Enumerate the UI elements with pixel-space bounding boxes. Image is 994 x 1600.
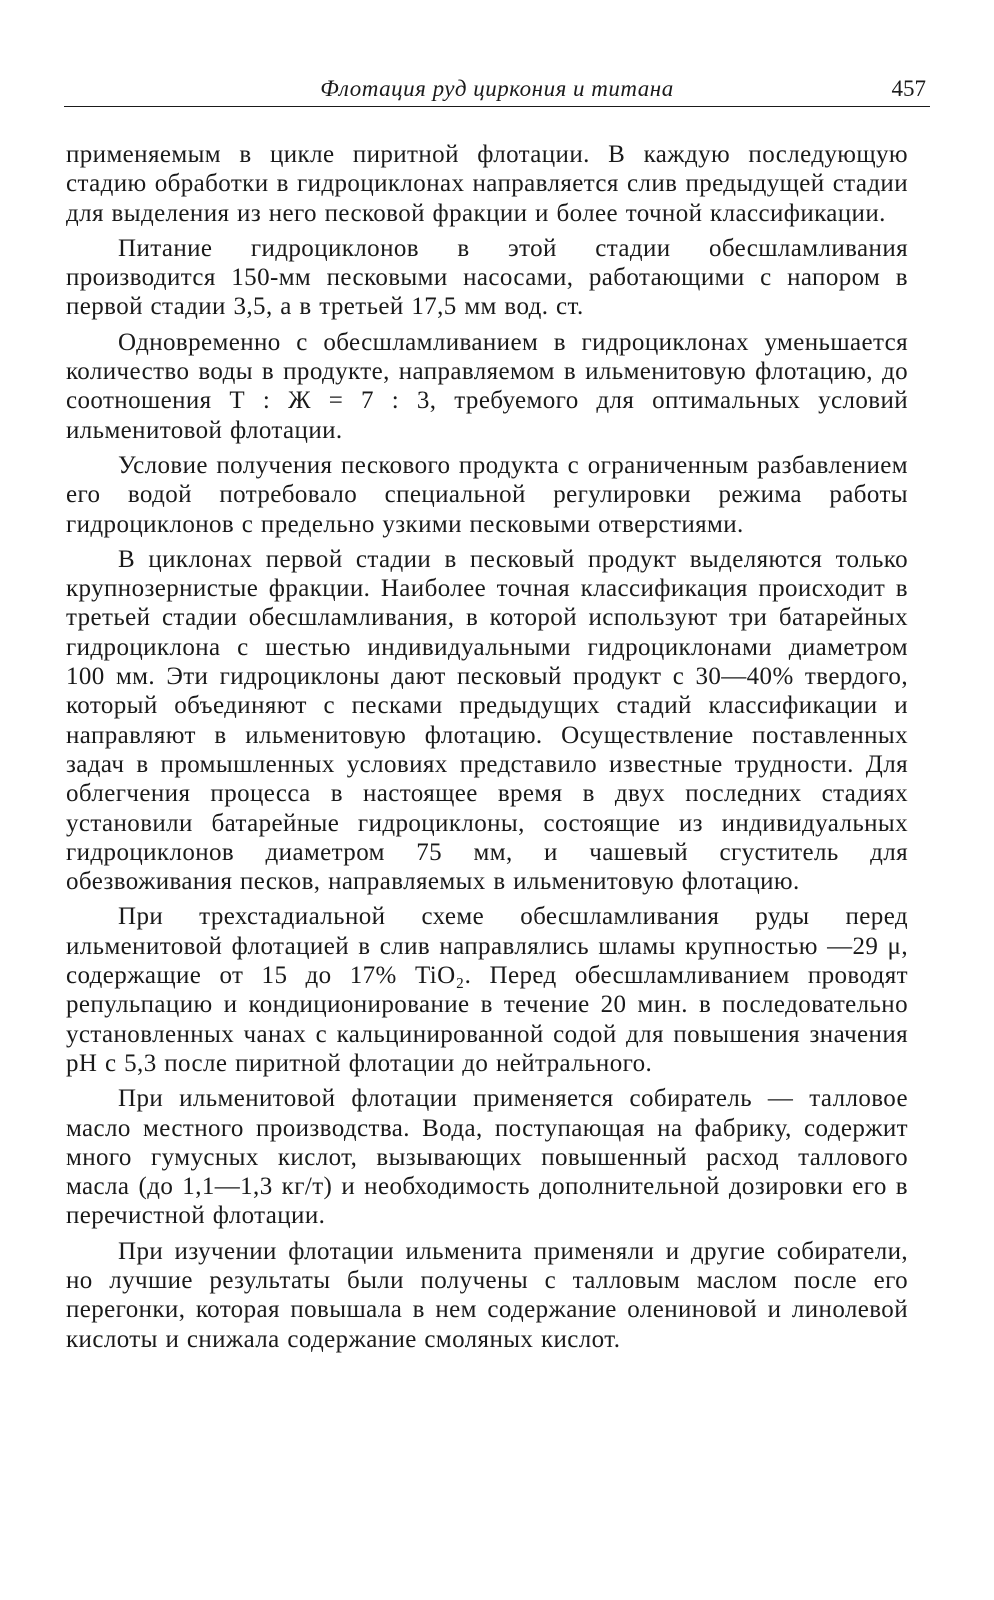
paragraph: Условие получения пескового продукта с ограниченным разбавлением его водой потребовало специальной регулировки режима работы гидроциклонов с предельно узкими песковыми отверстиями. bbox=[66, 451, 908, 538]
paragraph: При изучении флотации ильменита применяли и другие собиратели, но лучшие результаты были получены с талловым маслом после его перегонки, которая повышала в нем содержание олениновой и линолевой кислоты и снижала содержание смоляных кислот. bbox=[66, 1237, 908, 1353]
paragraph: В циклонах первой стадии в песковый продукт выделяются только крупнозернистые фракции. Наиболее точная классификация происходит в третьей стадии обесшламливания, в которой используют три батарейных гидроциклона с шестью индивидуальными гидроциклонами диаметром 100 мм. Эти гидроциклоны дают песковый продукт с 30—40% твердого, который объединяют с песками предыдущих стадий классификации и направляют в ильменитовую флотацию. Осуществление поставленных задач в промышленных условиях представило известные трудности. Для облегчения процесса в настоящее время в двух последних стадиях установили батарейные гидроциклоны, состоящие из индивидуальных гидроциклонов диаметром 75 мм, и чашевый сгуститель для обезвоживания песков, направляемых в ильменитовую флотацию. bbox=[66, 545, 908, 896]
paragraph: Питание гидроциклонов в этой стадии обесшламливания производится 150-мм песковыми насосами, работающими с напором в первой стадии 3,5, а в третьей 17,5 мм вод. ст. bbox=[66, 234, 908, 321]
paragraph: применяемым в цикле пиритной флотации. В каждую последующую стадию обработки в гидроциклонах направляется слив предыдущей стадии для выделения из него песковой фракции и более точной классификации. bbox=[66, 141, 908, 227]
running-title: Флотация руд циркония и титана bbox=[320, 76, 674, 101]
paragraph: При ильменитовой флотации применяется собиратель — талловое масло местного производства. Вода, поступающая на фабрику, содержит много гумусных кислот, вызывающих повышенный расход таллового масла (до 1,1—1,3 кг/т) и необходимость дополнительной дозировки его в перечистной флотации. bbox=[66, 1085, 908, 1230]
paragraph: При трехстадиальной схеме обесшламливания руды перед ильменитовой флотацией в слив направлялись шламы крупностью —29 μ, содержащие от 15 до 17% TiO₂. Перед обесшламливанием проводят репульпацию и кондиционирование в течение 20 мин. в последовательно установленных чанах с кальцинированной содой для повышения значения pH с 5,3 после пиритной флотации до нейтрального. bbox=[66, 903, 908, 1077]
page-number: 457 bbox=[891, 76, 926, 101]
body-text bbox=[66, 140, 908, 1360]
paragraph: Одновременно с обесшламливанием в гидроциклонах уменьшается количество воды в продукте, направляемом в ильменитовую флотацию, до соотношения Т : Ж = 7 : 3, требуемого для оптимальных условий ильменитовой флотации. bbox=[66, 328, 908, 444]
page-header bbox=[64, 74, 930, 107]
